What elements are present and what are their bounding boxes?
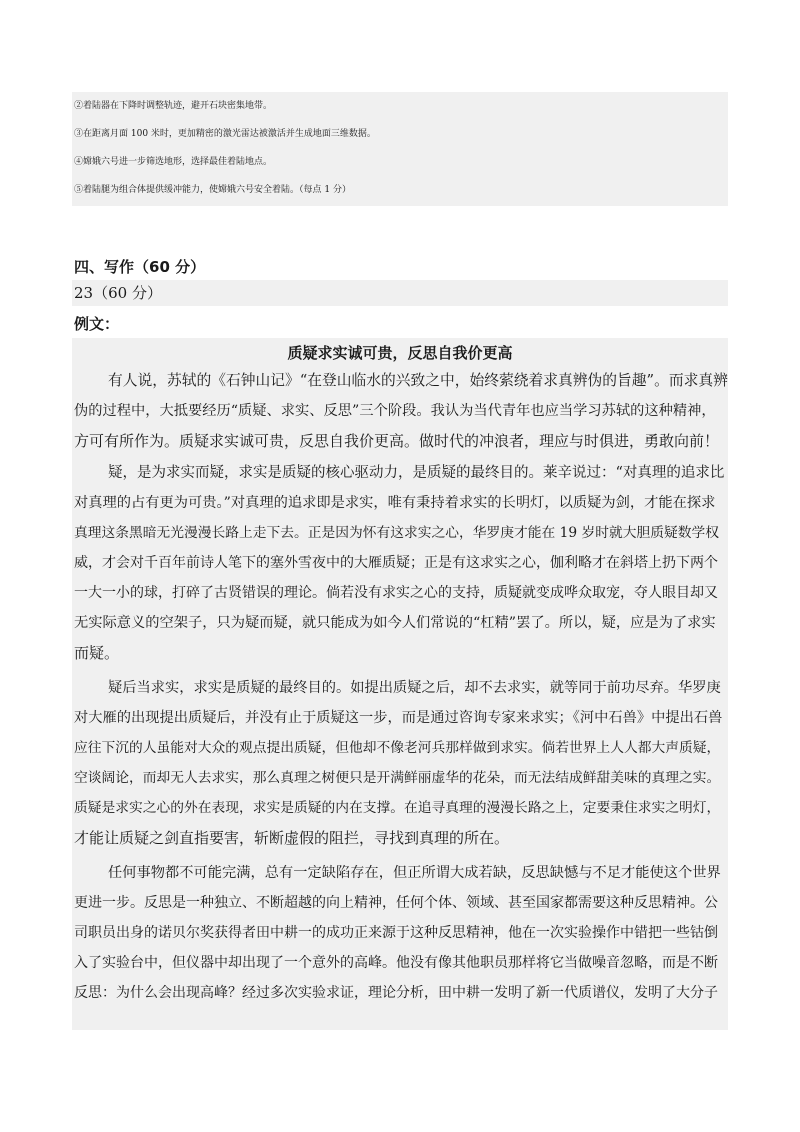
answer-point-4: ④嫦娥六号进一步筛选地形，选择最佳着陆地点。: [74, 157, 273, 167]
example-label: 例文：: [74, 315, 120, 333]
essay-line: 威，才会对千百年前诗人笔下的塞外雪夜中的大雁质疑；正是有这求实之心，伽利略才在斜塔上扔下两个: [74, 555, 718, 571]
essay-line: 伪的过程中，大抵要经历“质疑、求实、反思”三个阶段。我认为当代青年也应当学习苏轼的这种精神，: [74, 403, 716, 419]
answer-point-2: ②着陆器在下降时调整轨迹，避开石块密集地带。: [74, 101, 273, 111]
essay-line: 反思：为什么会出现高峰？经过多次实验求证，理论分析，田中耕一发明了新一代质谱仪，发明了大分子: [74, 985, 718, 1001]
essay-line: 更进一步。反思是一种独立、不断超越的向上精神，任何个体、领域、甚至国家都需要这种反思精神。公: [74, 895, 718, 911]
essay-line: 真理这条黑暗无光漫漫长路上走下去。正是因为怀有这求实之心，华罗庚才能在 19 岁时就大胆质疑数学权: [74, 525, 719, 541]
essay-line: 而疑。: [74, 644, 120, 662]
section-heading: 四、写作（60 分）: [74, 258, 206, 276]
essay-line: 疑，是为求实而疑，求实是质疑的核心驱动力，是质疑的最终目的。莱辛说过：“对真理的追求比: [108, 465, 725, 481]
essay-line: 司职员出身的诺贝尔奖获得者田中耕一的成功正来源于这种反思精神，他在一次实验操作中错把一些钴倒: [74, 925, 718, 941]
answer-point-5: ⑤着陆腿为组合体提供缓冲能力，使嫦娥六号安全着陆。（每点 1 分）: [74, 185, 351, 195]
essay-line: 对真理的占有更为可贵。”对真理的追求即是求实，唯有秉持着求实的长明灯，以质疑为剑，才能在探求: [74, 495, 716, 511]
essay-title: 质疑求实诚可贵，反思自我价更高: [287, 344, 513, 362]
question-number: 23（60 分）: [72, 280, 728, 306]
essay-line: 应往下沉的人虽能对大众的观点提出质疑，但他却不像老河兵那样做到求实。倘若世界上人人都大声质疑，: [74, 740, 721, 756]
essay-line: 对大雁的出现提出质疑后，并没有止于质疑这一步，而是通过咨询专家来求实；《河中石兽》中提出石兽: [74, 710, 723, 726]
essay-line: 有人说，苏轼的《石钟山记》“在登山临水的兴致之中，始终萦绕着求真辨伪的旨趣”。而求真辨: [108, 372, 728, 389]
essay-line: 无实际意义的空架子，只为疑而疑，就只能成为如今人们常说的“杠精”罢了。所以，疑，应是为了求实: [74, 615, 716, 631]
essay-line: 入了实验台中，但仪器中却出现了一个意外的高峰。他没有像其他职员那样将它当做噪音忽略，而是不断: [74, 955, 718, 971]
essay-block: [72, 338, 728, 1030]
essay-line: 疑后当求实，求实是质疑的最终目的。如提出质疑之后，却不去求实，就等同于前功尽弃。华罗庚: [108, 680, 721, 696]
answer-point-3: ③在距离月面 100 米时，更加精密的激光雷达被激活并生成地面三维数据。: [74, 129, 376, 139]
essay-line: 一大一小的球，打碎了古贤错误的理论。倘若没有求实之心的支持，质疑就变成哗众取宠，夺人眼目却又: [74, 585, 718, 601]
essay-line: 质疑是求实之心的外在表现，求实是质疑的内在支撑。在追寻真理的漫漫长路之上，定要秉住求实之明灯，: [74, 800, 721, 816]
answer-points-block: [72, 92, 728, 206]
essay-line: 任何事物都不可能完满，总有一定缺陷存在，但正所谓大成若缺，反思缺憾与不足才能使这个世界: [108, 865, 721, 881]
essay-line: 方可有所作为。质疑求实诚可贵，反思自我价更高。做时代的冲浪者，理应与时俱进，勇敢向前！: [74, 432, 720, 450]
essay-line: 空谈阔论，而却无人去求实，那么真理之树便只是开满鲜丽虚华的花朵，而无法结成鲜甜美味的真理之实。: [74, 770, 721, 786]
essay-line: 才能让质疑之剑直指要害，斩断虚假的阻拦，寻找到真理的所在。: [74, 829, 510, 847]
